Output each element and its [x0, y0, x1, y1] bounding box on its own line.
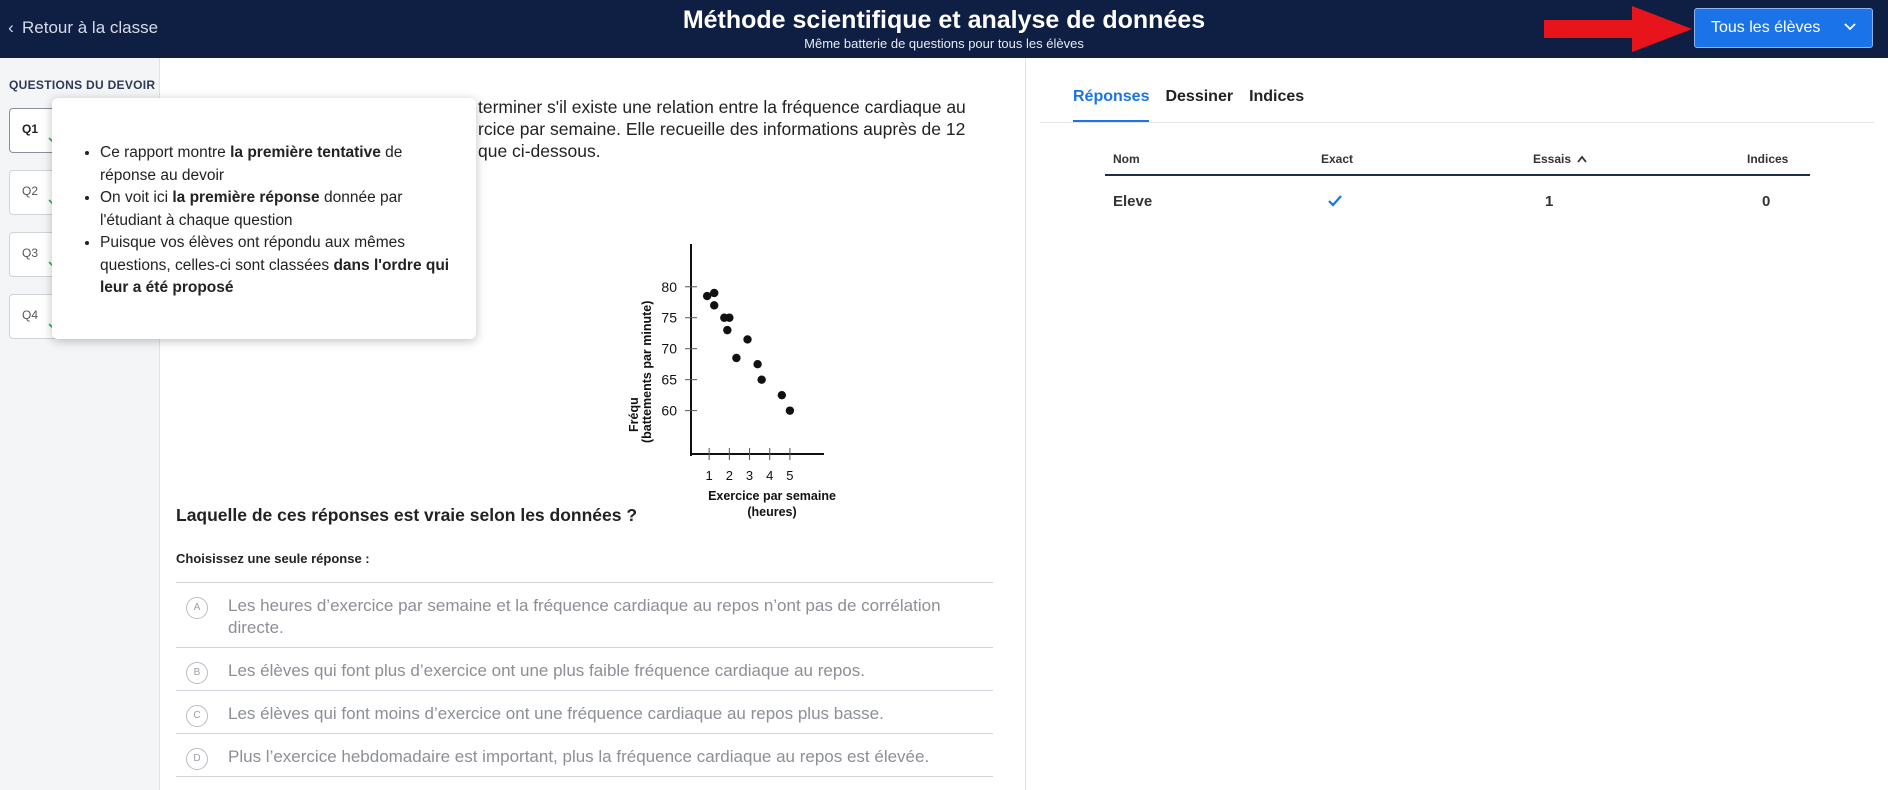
tab-reponses[interactable]: Réponses	[1073, 88, 1149, 122]
sort-ascending-icon	[1577, 155, 1587, 163]
tooltip-text: Puisque vos élèves ont répondu aux mêmes questions, celles-ci sont classées	[100, 234, 406, 274]
x-tick-label: 3	[745, 468, 754, 483]
tooltip-item	[100, 187, 450, 232]
question-intro	[478, 96, 978, 162]
panel-divider	[1025, 58, 1026, 790]
tooltip-item	[100, 142, 450, 187]
x-axis-label: (heures)	[747, 505, 797, 519]
red-arrow-annotation	[1544, 6, 1692, 52]
essais-label: Essais	[1533, 152, 1572, 166]
option-letter: C	[186, 705, 208, 727]
answer-option-d[interactable]	[176, 734, 993, 777]
data-point	[723, 326, 731, 334]
table-row[interactable]	[1105, 176, 1810, 228]
tooltip-bold: dans l'ordre qui leur a été proposé	[100, 256, 450, 296]
x-tick-label: 2	[725, 468, 733, 483]
question-label: Q1	[22, 122, 39, 136]
tab-indices[interactable]: Indices	[1249, 88, 1305, 105]
attempts-value: 1	[1545, 193, 1554, 210]
column-header-exact[interactable]: Exact	[1321, 152, 1354, 166]
x-tick-label: 4	[766, 468, 774, 483]
data-point	[710, 301, 718, 309]
answer-option-c[interactable]	[176, 691, 993, 734]
info-tooltip	[52, 98, 476, 339]
students-select[interactable]	[1694, 8, 1873, 48]
results-table	[1105, 150, 1810, 228]
data-point	[732, 354, 740, 362]
option-text: Les heures d’exercice par semaine et la fréquence cardiaque au repos n’ont pas de corrélation directe.	[228, 596, 941, 637]
question-prompt: Laquelle de ces réponses est vraie selon les données ?	[176, 505, 638, 525]
data-point	[710, 289, 718, 297]
tooltip-text: Ce rapport montre	[100, 144, 231, 161]
table-header	[1105, 150, 1810, 176]
chevron-left-icon: ‹	[8, 18, 14, 37]
data-point	[757, 375, 765, 383]
x-tick-label: 5	[786, 468, 794, 483]
tooltip-bold: la première tentative	[230, 144, 381, 161]
answer-instruction: Choisissez une seule réponse :	[176, 551, 370, 566]
y-tick-label: 75	[661, 309, 677, 326]
sidebar-title: QUESTIONS DU DEVOIR	[9, 78, 156, 92]
back-label: Retour à la classe	[22, 18, 159, 37]
data-point	[725, 314, 733, 322]
answer-option-b[interactable]	[176, 648, 993, 691]
option-letter: B	[186, 662, 208, 684]
y-tick-label: 65	[661, 371, 677, 388]
intro-line: terminer s'il existe une relation entre la fréquence cardiaque au	[478, 97, 966, 117]
results-tabs	[1073, 88, 1304, 122]
y-axis-label: Fréqu	[627, 397, 641, 432]
column-header-essais[interactable]	[1533, 152, 1587, 166]
option-text: Les élèves qui font moins d’exercice ont une fréquence cardiaque au repos plus basse.	[228, 704, 884, 723]
y-tick-label: 70	[661, 340, 677, 357]
tab-dessiner[interactable]: Dessiner	[1165, 88, 1234, 105]
students-select-value: Tous les élèves	[1711, 19, 1821, 36]
column-header-indices[interactable]: Indices	[1747, 152, 1789, 166]
check-icon	[1328, 194, 1342, 208]
column-header-nom[interactable]: Nom	[1113, 152, 1140, 166]
hints-value: 0	[1762, 193, 1771, 210]
tooltip-bold: la première réponse	[172, 189, 320, 206]
data-point	[743, 335, 751, 343]
y-axis-label: (battements par minute)	[640, 300, 654, 443]
page-subtitle: Même batterie de questions pour tous les élèves	[804, 36, 1084, 51]
tooltip-text: de réponse au devoir	[100, 144, 403, 184]
option-letter: A	[186, 597, 208, 619]
answer-option-a[interactable]	[176, 583, 993, 648]
intro-line: rcice par semaine. Elle recueille des informations auprès de 12	[478, 119, 966, 139]
tabs-divider	[1040, 122, 1874, 123]
page-title: Méthode scientifique et analyse de données	[682, 6, 1206, 34]
x-tick-label: 1	[705, 468, 713, 483]
scatter-chart	[460, 210, 880, 530]
x-axis-label: Exercice par semaine	[708, 489, 836, 503]
data-point	[753, 360, 761, 368]
y-tick-label: 60	[661, 402, 677, 419]
top-header	[0, 0, 1888, 58]
tooltip-text: On voit ici	[100, 189, 173, 206]
option-text: Les élèves qui font plus d’exercice ont une plus faible fréquence cardiaque au repos.	[228, 661, 865, 680]
data-point	[778, 391, 786, 399]
question-label: Q2	[22, 184, 39, 198]
question-label: Q4	[22, 308, 39, 322]
option-text: Plus l’exercice hebdomadaire est important, plus la fréquence cardiaque au repos est élevée.	[228, 747, 930, 766]
question-label: Q3	[22, 246, 39, 260]
option-letter: D	[186, 748, 208, 770]
intro-line: que ci-dessous.	[478, 141, 601, 161]
answer-options	[176, 582, 993, 777]
tooltip-item	[100, 232, 450, 300]
chevron-down-icon	[1842, 19, 1858, 35]
data-point	[786, 406, 794, 414]
y-tick-label: 80	[661, 278, 677, 295]
tooltip-text: donnée par l'étudiant à chaque question	[100, 189, 403, 229]
student-name: Eleve	[1113, 193, 1153, 210]
